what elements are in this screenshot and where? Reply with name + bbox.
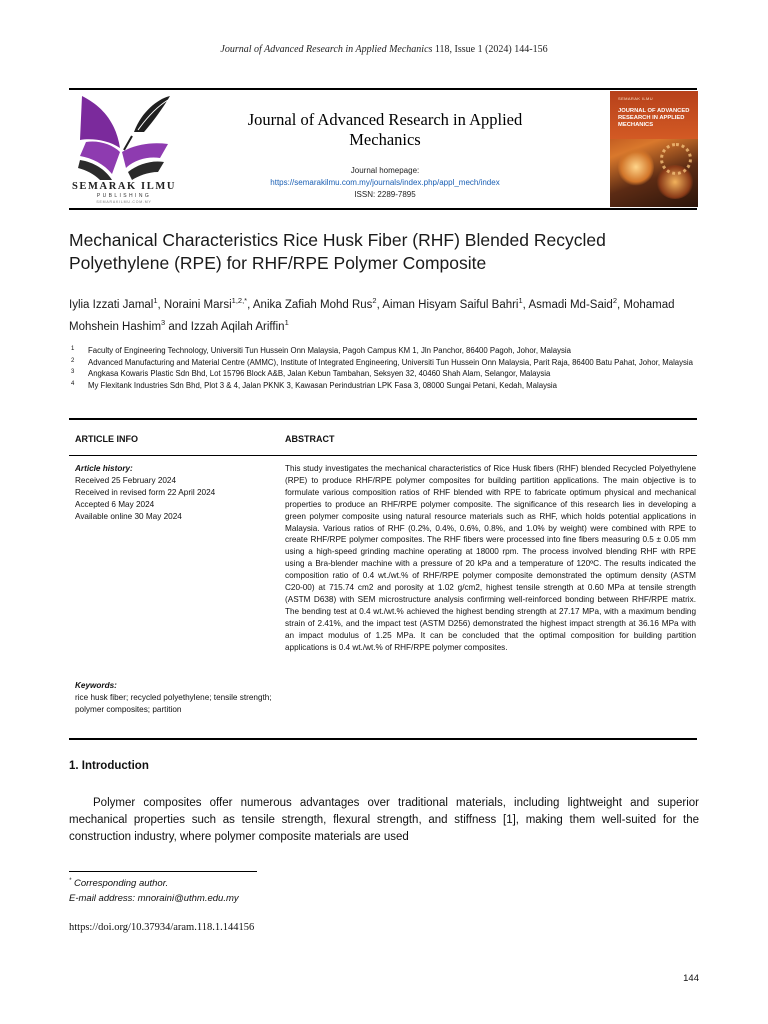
journal-cover-image	[610, 91, 698, 207]
affiliation-number: 2	[71, 357, 75, 364]
author-name: Izzah Aqilah Ariffin	[190, 320, 285, 333]
author-affiliation-marker: 1	[153, 296, 158, 305]
affiliation-text: Advanced Manufacturing and Material Centre (AMMC), Institute of Integrated Engineering, Universiti Tun Hussein Onn Malaysia, Parit Raja, 86400 Batu Pahat, Johor, Malaysia	[88, 357, 694, 367]
running-head	[0, 44, 768, 55]
author-separator: ,	[247, 298, 253, 311]
footnote-rule	[69, 871, 257, 872]
affiliation	[69, 380, 709, 392]
affiliation-text: Angkasa Kowaris Plastic Sdn Bhd, Lot 15796 Block A&B, Jalan Kebun Tambahan, Seksyen 32, 40460 Shah Alam, Selangor, Malaysia	[88, 369, 551, 378]
affiliation-text: My Flexitank Industries Sdn Bhd, Plot 3 & 4, Jalan PKNK 3, Kawasan Perindustrian LPK Fasa 3, 08000 Sungai Petani, Kedah, Malaysia	[88, 380, 557, 390]
article-title: Mechanical Characteristics Rice Husk Fiber (RHF) Blended Recycled Polyethylene (RPE) for RHF/RPE Polymer Composite	[69, 230, 606, 273]
cover-graphic	[618, 147, 654, 187]
page-number: 144	[683, 973, 699, 984]
author-separator: ,	[376, 298, 383, 311]
box-bottom-rule	[69, 738, 697, 740]
abstract-text: This study investigates the mechanical characteristics of Rice Husk fibers (RHF) blended Recycled Polyethylene (RPE) to produce RHF/RPE polymer composites for building partition applications. The main objective is to formulate various composition ratios of RHF blended with RPE to fabricate optimum physical and mechanical properties to produce an RHF/RPE polymer composite. The significance of this research lies in developing a green polymer composite using natural resource materials such as RHF, which holds potential applications in Malaysia. Various ratios of RHF (0.2%, 0.4%, 0.6%, 0.8%, and 1.0% by weight) were combined with RPE to create RHF/RPE polymer composites. The RHF fibers were processed into fine fibers measuring 0.5 ± 0.05 mm using a high-speed grinding machine operating at 18000 rpm. The process involved blending RHF with RPE using a Bra-blender machine with a pressure of 20 kPa and a temperature of 120ºC. The results indicated the composition ratio of 0.4 wt./wt.% of RHF/RPE polymer composite demonstrated the optimum density (ASTM C20-00) at 715.74 cm2 and porosity at 1.02 g/cm2, highest tensile strength at 0.60 MPa at tensile strength (ASTM D638) with SEM microstructure analysis confirming well-reinforced bonding between RHF/RPE matrix. The bending test at 0.4 wt./wt.% achieved the highest bending strength at 27.17 MPa, with a maximum bending strain of 2.41%, and the impact test (ASTM D256) demonstrated the highest impact strength at 36.16 MPa with an impact modulus of 1.25 MPa. It can be concluded that the optimal composition for building partition applications is 0.4 wt./wt.% of RHF/RPE polymer composites.	[285, 464, 696, 652]
publisher-subtitle: PUBLISHING	[96, 193, 152, 199]
abstract-heading: ABSTRACT	[285, 434, 335, 444]
article-history	[75, 463, 275, 523]
cover-gear-graphic	[660, 143, 692, 175]
footnote-star: *	[69, 878, 72, 884]
article-info-heading: ARTICLE INFO	[75, 434, 138, 444]
journal-title: Journal of Advanced Research in Applied Mechanics	[247, 110, 523, 149]
author-separator: ,	[157, 298, 164, 311]
keywords-text: rice husk fiber; recycled polyethylene; tensile strength; polymer composites; partition	[75, 692, 272, 714]
author-name: Noraini Marsi	[163, 298, 232, 311]
introduction-paragraph: Polymer composites offer numerous advantages over traditional materials, including lightweight and superior mechanical properties such as tensile strength, flexural strength, and stiffness [1], making them well-suited for the construction industry, where polymer composite materials are used	[69, 797, 699, 843]
author-affiliation-marker: 3	[161, 317, 166, 327]
header-bottom-rule	[69, 208, 697, 210]
cover-title: JOURNAL OF ADVANCED RESEARCH IN APPLIED MECHANICS	[618, 108, 690, 128]
publisher-url-tiny: SEMARAKILMU.COM.MY	[96, 200, 152, 204]
author-separator: ,	[522, 298, 529, 311]
footnote-corresponding-text: Corresponding author.	[73, 878, 169, 890]
history-revised: Received in revised form 22 April 2024	[75, 487, 216, 497]
journal-issn: ISSN: 2289-7895	[354, 190, 416, 199]
keywords-label: Keywords:	[75, 681, 117, 690]
article-history-label: Article history:	[75, 464, 133, 473]
keywords-block	[75, 680, 275, 716]
running-head-issue: 118, Issue 1 (2024) 144-156	[434, 44, 548, 55]
box-header-rule	[69, 455, 697, 456]
author-separator: ,	[616, 298, 624, 311]
author-name: Anika Zafiah Mohd Rus	[252, 298, 373, 311]
header-top-rule	[69, 88, 697, 90]
affiliation	[69, 345, 709, 357]
footnote-corresponding	[69, 878, 168, 889]
author-separator: and	[165, 320, 191, 333]
affiliation	[69, 357, 709, 369]
author-name: Iylia Izzati Jamal	[69, 298, 154, 311]
author-affiliation-marker: 1,2,*	[231, 296, 248, 305]
affiliation-number: 1	[71, 346, 75, 352]
author-affiliation-marker: 2	[612, 296, 617, 305]
affiliation	[69, 368, 709, 380]
author-affiliation-marker: 1	[518, 296, 523, 305]
author-affiliation-marker: 2	[372, 296, 377, 305]
cover-brand: SEMARAK ILMU	[618, 96, 654, 101]
affiliation-list	[69, 345, 709, 391]
journal-homepage-link[interactable]: https://semarakilmu.com.my/journals/index.php/appl_mech/index	[270, 178, 500, 187]
box-top-rule	[69, 418, 697, 420]
author-list	[69, 292, 709, 336]
affiliation-text: Faculty of Engineering Technology, Universiti Tun Hussein Onn Malaysia, Pagoh Campus KM 1, Jln Panchor, 86400 Pagoh, Johor, Malaysia	[88, 346, 571, 355]
doi-link[interactable]: https://doi.org/10.37934/aram.118.1.144156	[69, 922, 255, 933]
author-name: Asmadi Md-Said	[528, 298, 613, 311]
author-name: Mohamad Mohshein Hashim	[69, 298, 675, 333]
history-accepted: Accepted 6 May 2024	[75, 499, 155, 509]
affiliation-number: 3	[71, 369, 75, 375]
history-online: Available online 30 May 2024	[75, 511, 182, 521]
history-received: Received 25 February 2024	[75, 475, 177, 485]
publisher-name: SEMARAK ILMU	[71, 181, 177, 192]
affiliation-number: 4	[71, 380, 75, 387]
author-affiliation-marker: 1	[284, 317, 289, 327]
section-heading-introduction: 1. Introduction	[69, 760, 149, 772]
running-head-journal: Journal of Advanced Research in Applied Mechanics	[220, 44, 433, 55]
author-name: Aiman Hisyam Saiful Bahri	[382, 298, 519, 311]
footnote-email: E-mail address: mnoraini@uthm.edu.my	[69, 893, 239, 904]
journal-homepage-label: Journal homepage:	[350, 166, 420, 175]
